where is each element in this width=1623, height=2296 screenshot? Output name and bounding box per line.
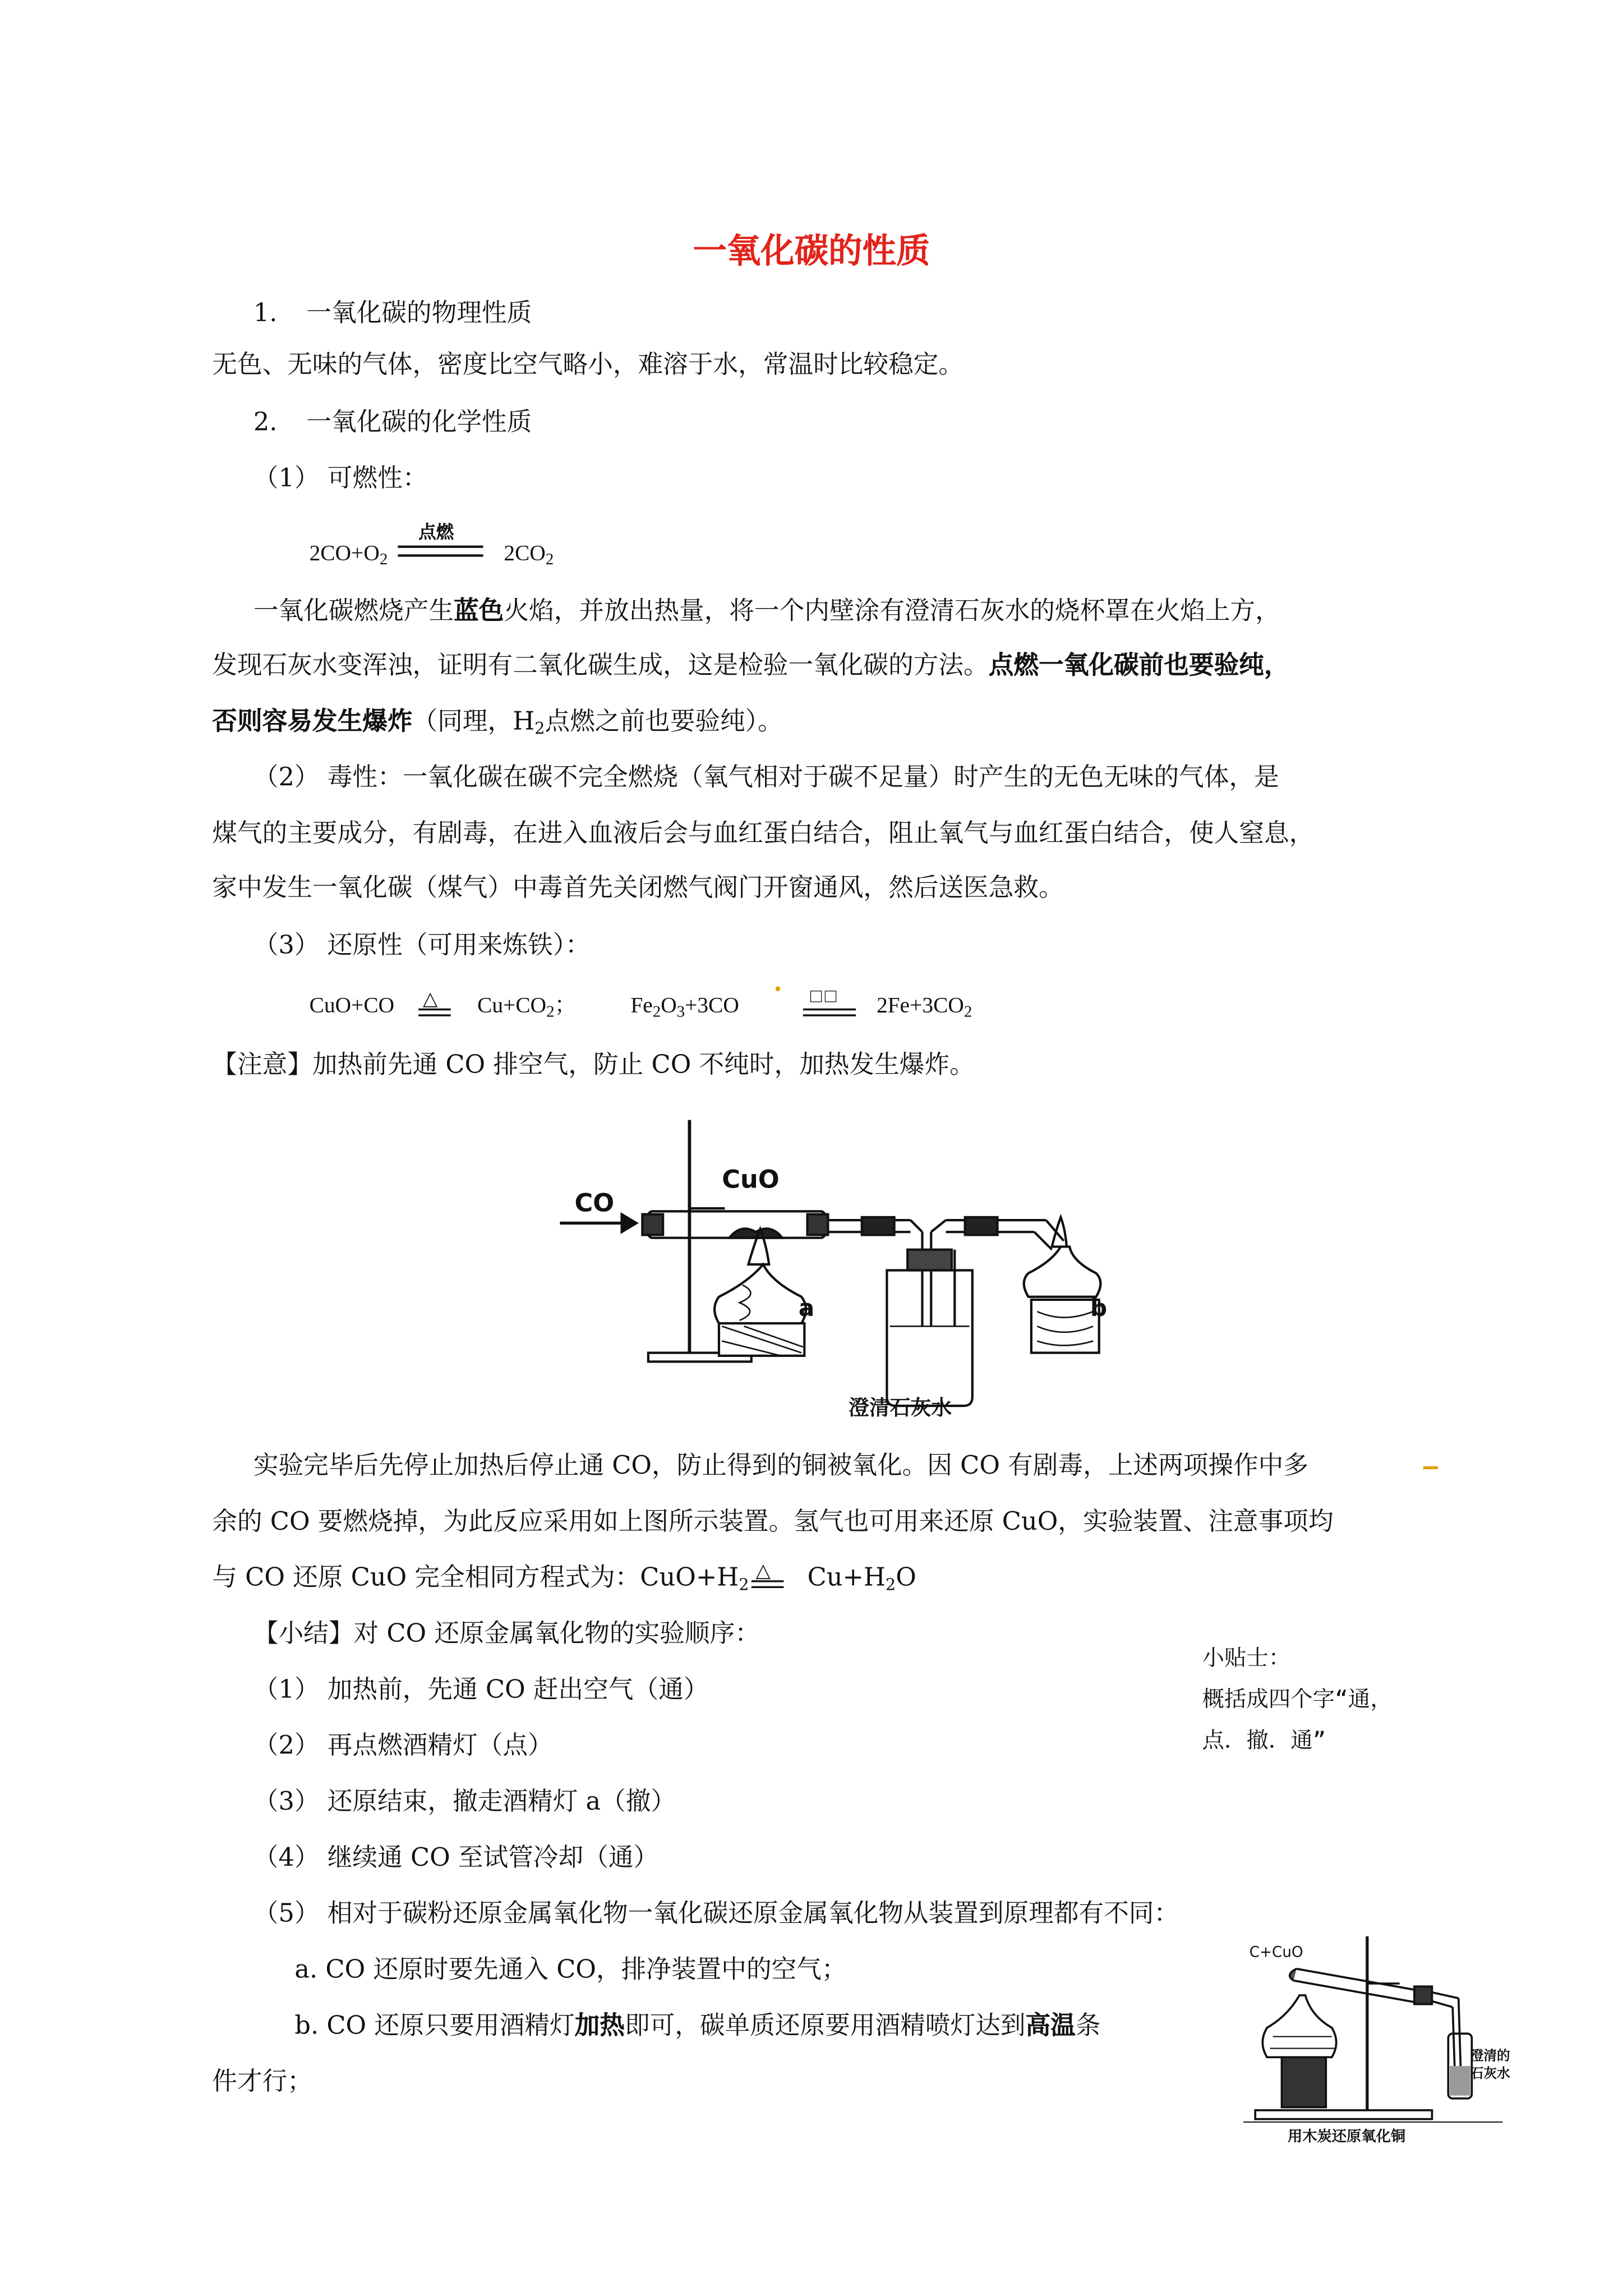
equals-sign xyxy=(751,1580,784,1589)
toxicity-line1: （2） 毒性：一氧化碳在碳不完全燃烧（氧气相对于碳不足量）时产生的无色无味的气体，是 xyxy=(253,763,1279,793)
para1-line2 xyxy=(212,651,1289,681)
note-line: 【注意】加热前先通 CO 排空气，防止 CO 不纯时，加热发生爆炸。 xyxy=(212,1051,975,1080)
reducibility-label: （3） 还原性（可用来炼铁）： xyxy=(253,931,591,961)
eq-text: ； xyxy=(554,995,577,1019)
text-run: 一氧化碳燃烧产生 xyxy=(253,596,454,627)
eq-subscript: 2 xyxy=(963,1003,972,1022)
section-heading-text: 一氧化碳的化学性质 xyxy=(306,408,532,438)
bold-heat: 加热 xyxy=(574,2011,625,2041)
bold-blue-flame: 蓝色 xyxy=(454,596,504,627)
reduction-eq2-left xyxy=(630,993,739,1020)
fig2-caption: 用木炭还原氧化铜 xyxy=(1287,2128,1406,2146)
reduction-eq1-left: CuO+CO xyxy=(309,995,395,1019)
subscript: 2 xyxy=(739,1575,749,1595)
stray-mark xyxy=(1423,1462,1441,1474)
eq-text: Fe xyxy=(630,995,653,1019)
heat-condition: △ xyxy=(755,1559,771,1581)
combustion-equation xyxy=(310,541,388,567)
fig2-limewater-label: 澄清的 xyxy=(1470,2047,1510,2064)
text-run: 点燃之前也要验纯）。 xyxy=(545,707,783,737)
text-run: Cu+H xyxy=(807,1563,886,1593)
bold-high-temp: 高温 xyxy=(1025,2011,1076,2041)
label-co: CO xyxy=(574,1188,615,1218)
eq-subscript: 2 xyxy=(379,551,388,569)
eq-condition-ignite: 点燃 xyxy=(418,521,454,542)
physical-properties-text: 无色、无味的气体，密度比空气略小，难溶于水，常温时比较稳定。 xyxy=(212,351,964,380)
eq-subscript: 2 xyxy=(546,1003,555,1022)
summary-item-a: a. CO 还原时要先通入 CO，排净装置中的空气； xyxy=(294,1955,847,1985)
para2-line2: 余的 CO 要燃烧掉，为此反应采用如上图所示装置。氢气也可用来还原 CuO，实验装置、注意事项均 xyxy=(212,1507,1334,1537)
subscript: 2 xyxy=(534,719,545,739)
combustibility-label: （1） 可燃性： xyxy=(253,464,428,494)
reduction-eq2-right xyxy=(877,993,972,1020)
section-number: 2. xyxy=(253,408,278,438)
eq-subscript: 2 xyxy=(652,1003,661,1022)
eq-text: +3CO xyxy=(685,995,739,1019)
co-reduction-apparatus-figure xyxy=(560,1105,1119,1429)
eq-text: Cu+CO xyxy=(477,995,547,1019)
para1-line1 xyxy=(253,597,1280,627)
subscript: 2 xyxy=(885,1575,896,1595)
label-lamp-b: b xyxy=(1090,1294,1108,1322)
text-run: 与 CO 还原 CuO 完全相同方程式为：CuO+H xyxy=(212,1563,739,1593)
text-run: 即可，碳单质还原要用酒精喷灯达到 xyxy=(624,2011,1026,2041)
eq-subscript: 2 xyxy=(545,551,554,569)
eq-text: O xyxy=(661,995,677,1019)
toxicity-line2: 煤气的主要成分，有剧毒，在进入血液后会与血红蛋白结合，阻止氧气与血红蛋白结合，使人窒息， xyxy=(212,819,1315,849)
para2-line1: 实验完毕后先停止加热后停止通 CO，防止得到的铜被氧化。因 CO 有剧毒，上述两项操作中多 xyxy=(253,1451,1309,1481)
text-run: b. CO 还原只要用酒精灯 xyxy=(294,2011,575,2041)
stray-mark xyxy=(773,984,782,993)
eq-right-text: 2CO xyxy=(504,542,546,566)
section-heading-text: 一氧化碳的物理性质 xyxy=(306,299,532,329)
text-run: 条 xyxy=(1075,2011,1101,2041)
bold-warning: 否则容易发生爆炸 xyxy=(212,707,413,737)
text-run: 发现石灰水变浑浊，证明有二氧化碳生成，这是检验一氧化碳的方法。 xyxy=(212,651,989,681)
carbon-reduction-apparatus-figure xyxy=(1238,1930,1518,2148)
heat-condition: △ xyxy=(422,987,438,1010)
summary-item: （4） 继续通 CO 至试管冷却（通） xyxy=(253,1843,659,1873)
toxicity-line3: 家中发生一氧化碳（煤气）中毒首先关闭燃气阀门开窗通风，然后送医急救。 xyxy=(212,873,1064,904)
h2-eq-right xyxy=(808,1563,916,1593)
section-2-heading xyxy=(253,408,532,438)
label-limewater: 澄清石灰水 xyxy=(849,1395,952,1420)
high-temp-condition: □□ xyxy=(810,984,840,1007)
summary-item-b-continued: 件才行； xyxy=(212,2067,312,2097)
para1-line3 xyxy=(212,707,783,737)
summary-item-b xyxy=(294,2012,1100,2041)
page-title: 一氧化碳的性质 xyxy=(693,233,930,272)
tip-title: 小贴士： xyxy=(1202,1644,1291,1672)
text-run: O xyxy=(896,1563,916,1593)
eq-subscript: 3 xyxy=(676,1003,685,1022)
section-1-heading xyxy=(253,299,532,329)
summary-item: （3） 还原结束，撤走酒精灯 a（撤） xyxy=(253,1787,676,1818)
bold-warning: 点燃一氧化碳前也要验纯， xyxy=(988,651,1289,681)
equals-sign xyxy=(803,1008,856,1017)
para2-line3 xyxy=(212,1563,749,1593)
section-number: 1. xyxy=(253,299,278,329)
equals-sign xyxy=(418,1008,451,1017)
fig2-reactant-label: C+CuO xyxy=(1249,1944,1303,1961)
tip-line: 概括成四个字“通， xyxy=(1202,1686,1393,1713)
label-lamp-a: a xyxy=(798,1294,815,1322)
label-cuo: CuO xyxy=(722,1165,780,1194)
summary-heading: 【小结】对 CO 还原金属氧化物的实验顺序： xyxy=(253,1619,760,1649)
text-run: 火焰，并放出热量，将一个内壁涂有澄清石灰水的烧杯罩在火焰上方， xyxy=(504,596,1280,627)
equals-sign xyxy=(398,544,483,558)
eq-left: 2CO+O xyxy=(309,542,380,566)
eq-text: 2Fe+3CO xyxy=(877,995,964,1019)
fig2-limewater-label: 石灰水 xyxy=(1470,2065,1510,2082)
tip-line: 点．撤．通” xyxy=(1202,1727,1326,1754)
reduction-eq1-right xyxy=(477,993,577,1020)
summary-item: （5） 相对于碳粉还原金属氧化物一氧化碳还原金属氧化物从装置到原理都有不同： xyxy=(253,1899,1179,1929)
summary-item: （2） 再点燃酒精灯（点） xyxy=(253,1731,553,1761)
text-run: （同理，H xyxy=(412,707,535,737)
summary-item: （1） 加热前，先通 CO 赶出空气（通） xyxy=(253,1675,709,1705)
eq-right xyxy=(504,541,554,567)
